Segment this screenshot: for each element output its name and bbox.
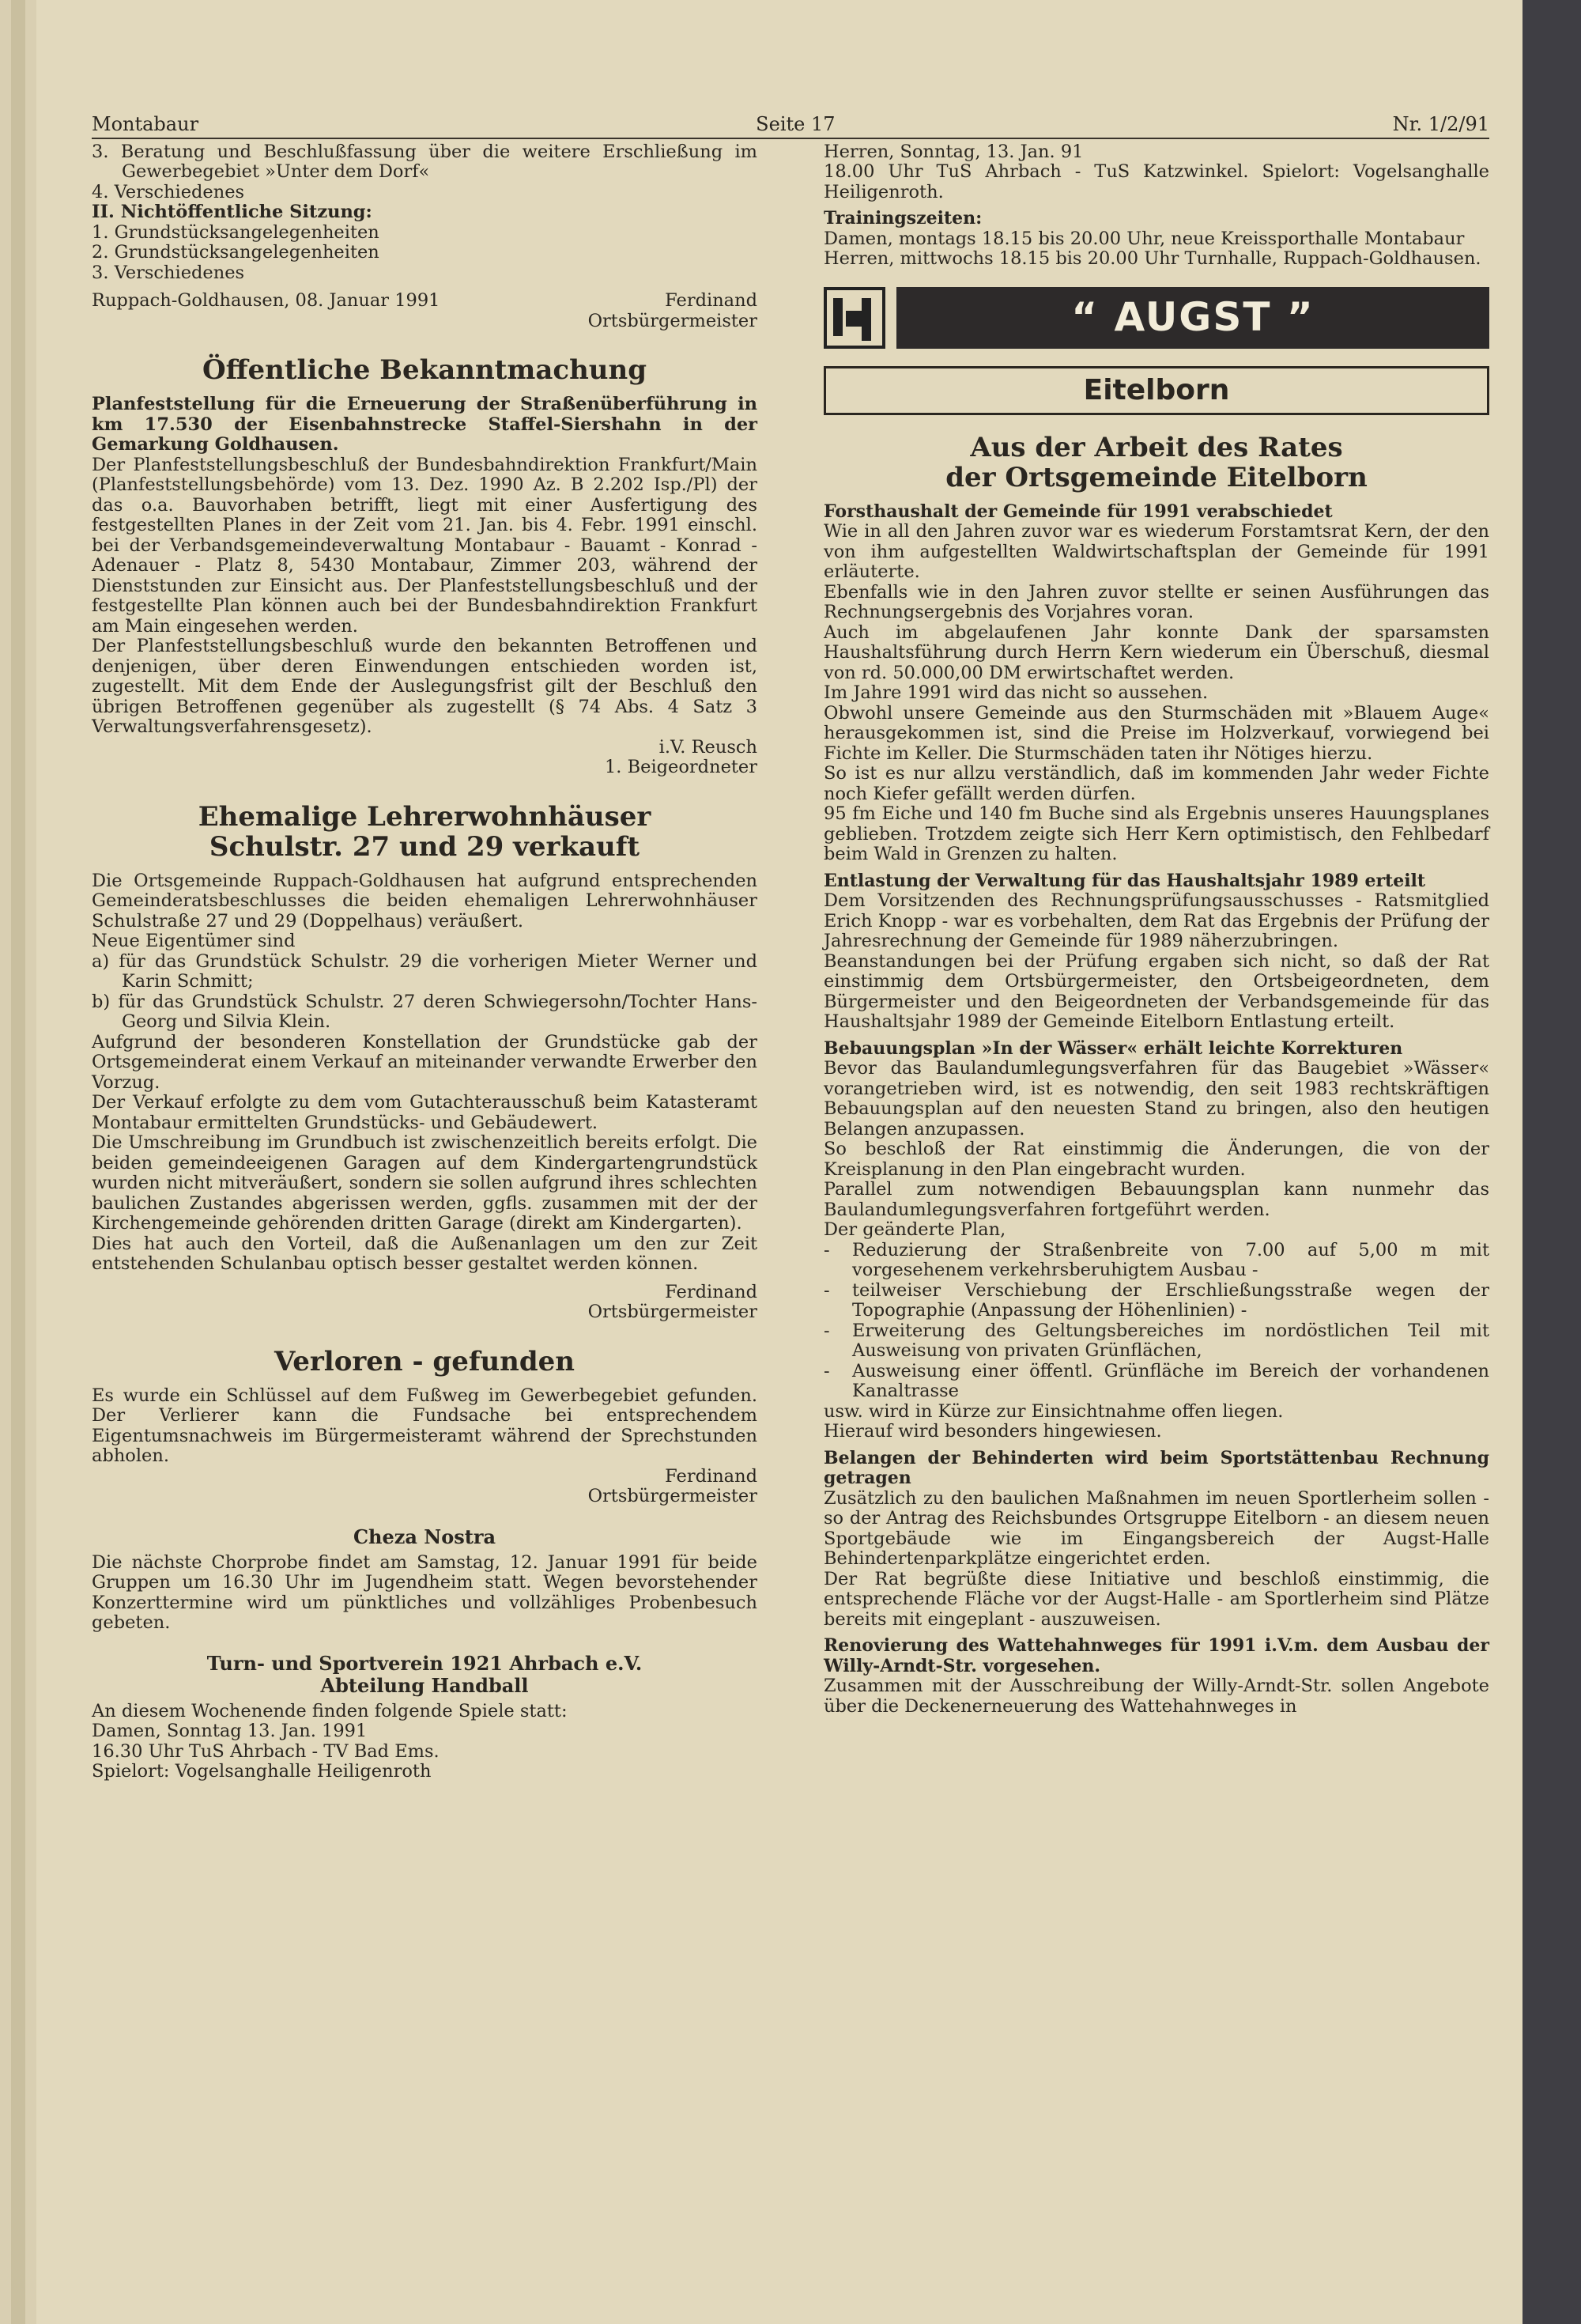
article-paragraph: Zusätzlich zu den baulichen Maßnahmen im neuen Sportlerheim sollen - so der Antrag des Reichsbundes Ortsgruppe Eitelborn - an diesem neuen Sportgebäude wie im Eingangsbereich der Augst-Halle Behindertenparkplätze eingerichtet erden. <box>824 1487 1489 1569</box>
article-paragraph: usw. wird in Kürze zur Einsichtnahme offen liegen. <box>824 1400 1284 1422</box>
article-paragraph: 18.00 Uhr TuS Ahrbach - TuS Katzwinkel. Spielort: Vogelsanghalle Heiligenroth. <box>824 161 1489 202</box>
columns <box>92 142 1489 1782</box>
article-paragraph: 95 fm Eiche und 140 fm Buche sind als Ergebnis unseres Hauungsplanes geblieben. Trotzdem zeigte sich Herr Kern optimistisch, den Fehlbedarf beim Wald in Grenzen zu halten. <box>824 803 1489 864</box>
article-paragraph: Bevor das Baulandumlegungsverfahren für das Baugebiet »Wässer« vorangetrieben wird, ist es notwendig, den seit 1983 rechtskräftigen Bebauungsplan auf den neuesten Stand zu bringen, also den heutigen Belangen anzupassen. <box>824 1058 1489 1139</box>
article-title: Verloren - gefunden <box>274 1345 575 1377</box>
article-paragraph: Wie in all den Jahren zuvor war es wiederum Forstamtsrat Kern, der den von ihm aufgestellten Waldwirtschaftsplan der Gemeinde für 1991 erläuterte. <box>824 521 1489 582</box>
list-item: - teilweiser Verschiebung der Erschließungsstraße wegen der Topographie (Anpassung der Höhenlinien) - <box>824 1281 1489 1321</box>
article-title <box>824 433 1489 493</box>
header-town: Montabaur <box>92 113 199 135</box>
article-paragraph: Im Jahre 1991 wird das nicht so aussehen. <box>824 682 1209 703</box>
article-paragraph: Der geänderte Plan, <box>824 1219 1006 1240</box>
article-title <box>92 802 757 862</box>
agenda-section-title: II. Nichtöffentliche Sitzung: <box>92 202 372 222</box>
article-paragraph: Parallel zum notwendigen Bebauungsplan kann nunmehr das Baulandumlegungsverfahren fortgeführt werden. <box>824 1179 1489 1220</box>
signature-name: i.V. Reusch <box>658 736 757 758</box>
article-paragraph: So beschloß der Rat einstimmig die Änderungen, die von der Kreisplanung in den Plan eingebracht wurden. <box>824 1139 1489 1180</box>
article-paragraph: Auch im abgelaufenen Jahr konnte Dank der sparsamsten Haushaltsführung durch Herrn Kern wiederum ein Überschuß, diesmal von rd. 50.000,00 DM erwirtschaftet werden. <box>824 622 1489 683</box>
signature-role: Ortsbürgermeister <box>587 1302 757 1322</box>
section-subheading: Entlastung der Verwaltung für das Haushaltsjahr 1989 erteilt <box>824 870 1426 891</box>
article-lead: Planfeststellung für die Erneuerung der Straßenüberführung in km 17.530 der Eisenbahnstrecke Staffel-Siershahn in der Gemarkung Goldhausen. <box>92 394 757 455</box>
section-subheading: Forsthaushalt der Gemeinde für 1991 verabschiedet <box>824 501 1333 522</box>
section-subheading: Trainingszeiten: <box>824 208 983 229</box>
left-column <box>92 142 757 1782</box>
list-item: a) für das Grundstück Schulstr. 29 die vorherigen Mieter Werner und Karin Schmitt; <box>92 950 757 992</box>
article-paragraph: So ist es nur allzu verständlich, daß im kommenden Jahr weder Fichte noch Kiefer gefällt werden dürfen. <box>824 763 1489 804</box>
page-content <box>92 115 1489 1782</box>
list-item: - Reduzierung der Straßenbreite von 7.00 auf 5,00 m mit vorgesehenem verkehrsberuhigtem Ausbau - <box>824 1241 1489 1281</box>
header-page-number: Seite 17 <box>756 113 836 135</box>
article-line: An diesem Wochenende finden folgende Spiele statt: <box>92 1700 568 1721</box>
banner-title: “ AUGST ” <box>896 287 1489 349</box>
section-title-box: Eitelborn <box>824 366 1489 415</box>
article-paragraph: Der Planfeststellungsbeschluß wurde den bekannten Betroffenen und denjenigen, über deren Einwendungen entschieden worden ist, zugestellt. Mit dem Ende der Auslegungsfrist gilt der Beschluß den übrigen Betroffenen gegenüber als zugestellt (§ 74 Abs. 4 Satz 3 Verwaltungsverfahrensgesetz). <box>92 636 757 737</box>
article-paragraph: Beanstandungen bei der Prüfung ergaben sich nicht, so daß der Rat einstimmig dem Ortsbürgermeister, den Ortsbeigeordneten, dem Bürgermeister und den Beigeordneten der Verbandsgemeinde für das Haushaltsjahr 1989 der Gemeinde Eitelborn Entlastung erteilt. <box>824 950 1489 1032</box>
article-paragraph: Dem Vorsitzenden des Rechnungsprüfungsausschusses - Ratsmitglied Erich Knopp - war es vorbehalten, dem Rat das Ergebnis der Prüfung der Jahresrechnung der Gemeinde für 1989 näherzubringen. <box>824 890 1489 951</box>
article-line: 16.30 Uhr TuS Ahrbach - TV Bad Ems. <box>92 1740 440 1762</box>
article-paragraph: Aufgrund der besonderen Konstellation der Grundstücke gab der Ortsgemeinderat einem Verkauf an miteinander verwandte Erwerber den Vorzug. <box>92 1031 757 1093</box>
article-title-line: Aus der Arbeit des Rates <box>970 431 1343 463</box>
article-paragraph: Dies hat auch den Vorteil, daß die Außenanlagen um den zur Zeit entstehenden Schulanbau optisch besser gestaltet werden können. <box>92 1233 757 1274</box>
section-subheading: Belangen der Behinderten wird beim Sportstättenbau Rechnung getragen <box>824 1447 1489 1488</box>
list-item: - Erweiterung des Geltungsbereiches im nordöstlichen Teil mit Ausweisung von privaten Grünflächen, <box>824 1321 1489 1362</box>
adjacent-page-edge <box>0 0 39 2324</box>
article-title-line: Ehemalige Lehrerwohnhäuser <box>198 800 651 833</box>
article-title-line: der Ortsgemeinde Eitelborn <box>945 461 1368 493</box>
article-paragraph: Damen, montags 18.15 bis 20.00 Uhr, neue Kreissporthalle Montabaur <box>824 228 1465 249</box>
article-paragraph: Die nächste Chorprobe findet am Samstag, 12. Januar 1991 für beide Gruppen um 16.30 Uhr im Jugendheim statt. Wegen bevorstehender Konzerttermine wird um pünktliches und vollzähliges Probenbesuch gebeten. <box>92 1551 757 1633</box>
header-issue-number: Nr. 1/2/91 <box>1392 113 1489 135</box>
signature-role: Ortsbürgermeister <box>587 1486 757 1506</box>
section-subheading: Bebauungsplan »In der Wässer« erhält leichte Korrekturen <box>824 1037 1403 1059</box>
article-paragraph: Obwohl unsere Gemeinde aus den Sturmschäden mit »Blauem Auge« herausgekommen ist, sind die Preise im Holzverkauf, vorwiegend bei Fichte im Keller. Die Sturmschäden taten ihr Nötiges hierzu. <box>824 702 1489 764</box>
article-title <box>92 1653 757 1697</box>
article-paragraph: Zusammen mit der Ausschreibung der Willy-Arndt-Str. sollen Angebote über die Deckenerneuerung des Wattehahnweges in <box>824 1676 1489 1717</box>
article-paragraph: Herren, mittwochs 18.15 bis 20.00 Uhr Turnhalle, Ruppach-Goldhausen. <box>824 248 1481 269</box>
agenda-item: 1. Grundstücksangelegenheiten <box>92 221 379 243</box>
list-item: - Ausweisung einer öffentl. Grünfläche im Bereich der vorhandenen Kanaltrasse <box>824 1362 1489 1402</box>
article-paragraph: Neue Eigentümer sind <box>92 931 296 951</box>
article-paragraph: Die Umschreibung im Grundbuch ist zwischenzeitlich bereits erfolgt. Die beiden gemeindeeigenen Garagen auf dem Kindergartengrundstück wurden nicht mitveräußert, sondern sie sollen aufgrund ihres schlechten baulichen Zustandes abgerissen werden, ggfls. zusammen mit der der Kirchengemeinde gehörenden dritten Garage (direkt am Kindergarten). <box>92 1132 757 1234</box>
signature-role: Ortsbürgermeister <box>587 310 757 331</box>
article-paragraph: Hierauf wird besonders hingewiesen. <box>824 1421 1162 1442</box>
article-title-line: Abteilung Handball <box>320 1673 529 1697</box>
section-subheading: Renovierung des Wattehahnweges für 1991 i.V.m. dem Ausbau der Willy-Arndt-Str. vorgesehen. <box>824 1635 1489 1676</box>
right-column <box>824 142 1489 1782</box>
agenda-item: 3. Beratung und Beschlußfassung über die weitere Erschließung im Gewerbegebiet »Unter dem Dorf« <box>92 141 757 182</box>
newspaper-page <box>36 0 1523 2324</box>
article-paragraph: Der Planfeststellungsbeschluß der Bundesbahndirektion Frankfurt/Main (Planfeststellungsbehörde) vom 13. Dez. 1990 Az. B 2.202 Isp./Pl) der das o.a. Bauvorhaben betrifft, liegt mit einer Ausfertigung des festgestellten Planes in der Zeit vom 21. Jan. bis 4. Febr. 1991 einschl. bei der Verbandsgemeindeverwaltung Montabaur - Bauamt - Konrad - Adenauer - Platz 8, 5430 Montabaur, Zimmer 203, während der Dienststunden zur Einsicht aus. Der Planfeststellungsbeschluß und der festgestellte Plan können auch bei der Bundesbahndirektion Frankfurt am Main eingesehen werden. <box>92 454 757 637</box>
article-line: Herren, Sonntag, 13. Jan. 91 <box>824 141 1084 162</box>
list-item: b) für das Grundstück Schulstr. 27 deren Schwiegersohn/Tochter Hans-Georg und Silvia Klein. <box>92 991 757 1032</box>
article-line: Spielort: Vogelsanghalle Heiligenroth <box>92 1761 432 1782</box>
agenda-item: 4. Verschiedenes <box>92 181 245 202</box>
article-paragraph: Der Rat begrüßte diese Initiative und beschloß einstimmig, die entsprechende Fläche vor der Augst-Halle - am Sportlerheim sind Plätze bereits mit eingeplant - auszuweisen. <box>824 1568 1489 1630</box>
signature-role: 1. Beigeordneter <box>604 757 757 777</box>
signature-row <box>92 291 757 312</box>
place-date: Ruppach-Goldhausen, 08. Januar 1991 <box>92 290 440 311</box>
article-line: Damen, Sonntag 13. Jan. 1991 <box>92 1721 368 1741</box>
article-title-line: Schulstr. 27 und 29 verkauft <box>209 830 640 863</box>
agenda-item: 3. Verschiedenes <box>92 262 245 283</box>
signature-name: Ferdinand <box>665 290 757 311</box>
change-list <box>824 1241 1489 1402</box>
page-header <box>92 115 1489 139</box>
article-title: Cheza Nostra <box>353 1525 496 1548</box>
signature-name: Ferdinand <box>665 1281 757 1302</box>
signature-name: Ferdinand <box>665 1465 757 1487</box>
article-paragraph: Der Verkauf erfolgte zu dem vom Gutachterausschuß beim Katasteramt Montabaur ermittelten Grundstücks- und Gebäudewert. <box>92 1092 757 1133</box>
article-title: Öffentliche Bekanntmachung <box>202 354 647 386</box>
article-title-line: Turn- und Sportverein 1921 Ahrbach e.V. <box>206 1651 643 1675</box>
augst-banner <box>824 287 1489 349</box>
article-paragraph: Es wurde ein Schlüssel auf dem Fußweg im Gewerbegebiet gefunden. Der Verlierer kann die Fundsache bei entsprechendem Eigentumsnachweis im Bürgermeisteramt während der Sprechstunden abholen. <box>92 1385 757 1466</box>
town-logo-icon <box>824 287 885 349</box>
article-paragraph: Die Ortsgemeinde Ruppach-Goldhausen hat aufgrund entsprechenden Gemeinderatsbeschlusses die beiden ehemaligen Lehrerwohnhäuser Schulstraße 27 und 29 (Doppelhaus) veräußert. <box>92 870 757 931</box>
article-paragraph: Ebenfalls wie in den Jahren zuvor stellte er seinen Ausführungen das Rechnungsergebnis des Vorjahres voran. <box>824 581 1489 622</box>
agenda-item: 2. Grundstücksangelegenheiten <box>92 242 379 263</box>
